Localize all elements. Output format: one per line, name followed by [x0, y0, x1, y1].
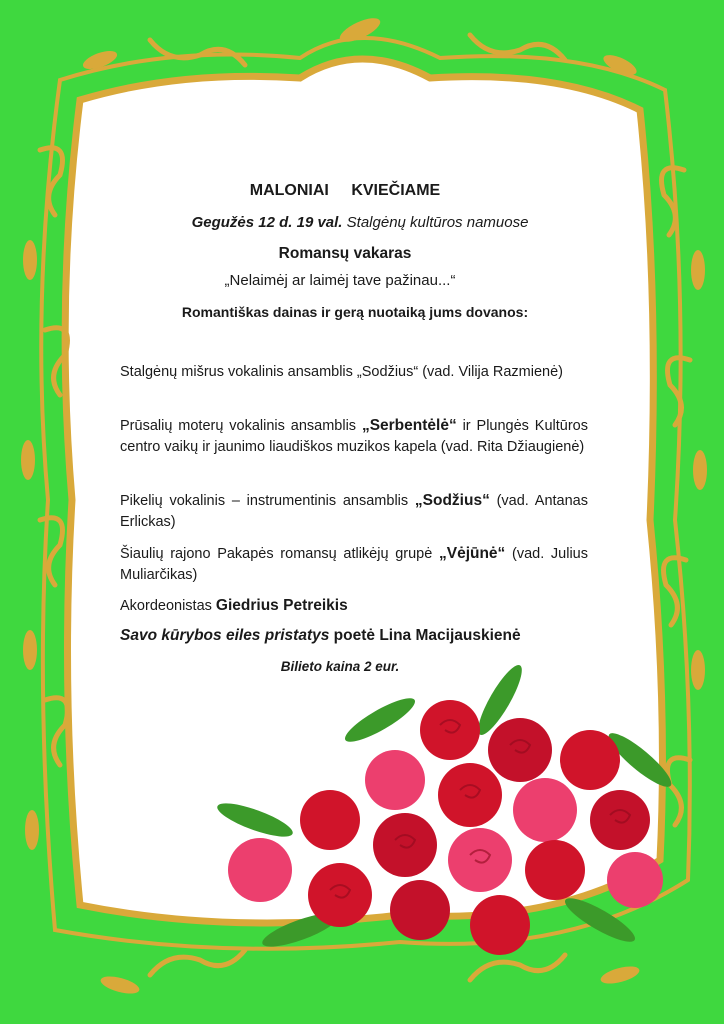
- performer-text: Prūsalių moterų vokalinis ansamblis: [120, 418, 362, 434]
- performer-text: Šiaulių rajono Pakapės romansų atlikėjų grupė: [120, 546, 439, 562]
- performer-name: Giedrius Petreikis: [215, 597, 348, 614]
- event-date: Gegužės 12 d. 19 val.: [191, 214, 343, 231]
- intro-line: Romantiškas dainas ir gerą nuotaiką jums dovanos:: [181, 304, 529, 320]
- performer-item: [120, 415, 588, 458]
- performer-item: [120, 490, 588, 533]
- performer-name: „Sodžius“: [414, 492, 490, 509]
- performer-text: Pikelių vokalinis – instrumentinis ansamblis: [120, 493, 415, 509]
- performer-text: (vad. Julius Muliarčikas): [120, 546, 588, 583]
- performer-name: „Vėjūnė“: [438, 545, 506, 562]
- invitation-title: [120, 180, 570, 201]
- poet-name: poetė Lina Macijauskienė: [333, 627, 521, 644]
- performer-name: „Serbentėlė“: [361, 417, 457, 434]
- ticket-price: Bilieto kaina 2 eur.: [280, 659, 400, 674]
- title-word-1: MALONIAI: [249, 182, 329, 199]
- date-venue-line: [120, 212, 600, 233]
- performer-text: Akordeonistas: [120, 598, 216, 614]
- poet-line: [120, 625, 588, 646]
- title-word-2: KVIEČIAME: [351, 182, 441, 199]
- performer-item: [120, 543, 588, 586]
- event-venue: Stalgėnų kultūros namuose: [346, 214, 529, 231]
- event-name: Romansų vakaras: [278, 245, 412, 262]
- event-quote: „Nelaimėj ar laimėj tave pažinau...“: [224, 272, 456, 289]
- performer-text: ir Plungės Kultūros centro vaikų ir jaunimo liaudiškos muzikos kapela (vad. Rita Džiaugienė): [120, 418, 588, 455]
- performer-text: Stalgėnų mišrus vokalinis ansamblis „Sodžius“ (vad. Vilija Razmienė): [120, 364, 563, 380]
- performer-item: [120, 362, 588, 383]
- poet-lead: Savo kūrybos eiles pristatys: [120, 627, 330, 644]
- performer-text: (vad. Antanas Erlickas): [120, 493, 588, 530]
- performer-item: [120, 595, 588, 617]
